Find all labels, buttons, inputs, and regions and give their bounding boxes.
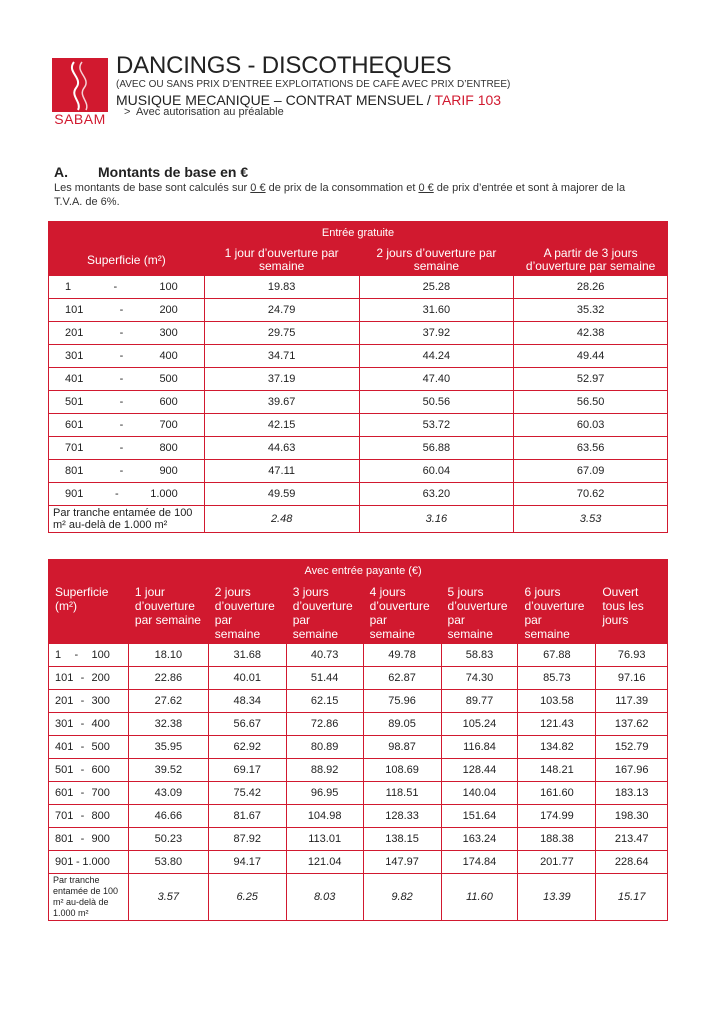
value-cell: 81.67 — [208, 805, 286, 828]
range — [53, 488, 200, 500]
table-row — [49, 759, 668, 782]
value-cell: 213.47 — [596, 828, 668, 851]
range — [53, 649, 124, 661]
range — [53, 695, 124, 707]
value-cell: 3.57 — [128, 874, 208, 921]
value-cell: 104.98 — [286, 805, 363, 828]
range — [53, 810, 124, 822]
header-blank — [128, 560, 208, 583]
table-row — [49, 805, 668, 828]
value-cell: 24.79 — [204, 299, 359, 322]
column-header: 1 jour d’ouverture par semaine — [128, 583, 208, 644]
value-cell: 118.51 — [363, 782, 441, 805]
range-cell — [49, 828, 129, 851]
column-header: 2 jours d’ouverture par semaine — [359, 245, 514, 276]
range — [53, 304, 200, 316]
range-to: 900 — [91, 833, 110, 845]
section-number: A. — [54, 164, 68, 180]
range-cell — [49, 851, 129, 874]
value-cell: 63.20 — [359, 483, 514, 506]
column-header: Superficie (m²) — [49, 583, 129, 644]
range — [53, 396, 200, 408]
value-cell: 47.11 — [204, 460, 359, 483]
value-cell: 72.86 — [286, 713, 363, 736]
range-dash: - — [74, 649, 79, 661]
range-to: 600 — [159, 396, 178, 408]
value-cell: 42.15 — [204, 414, 359, 437]
value-cell: 35.95 — [128, 736, 208, 759]
range-dash: - — [80, 672, 85, 684]
value-cell: 89.05 — [363, 713, 441, 736]
range-to: 800 — [91, 810, 110, 822]
column-header: 2 jours d’ouverture par semaine — [208, 583, 286, 644]
value-cell: 6.25 — [208, 874, 286, 921]
range — [53, 373, 200, 385]
value-cell: 44.24 — [359, 345, 514, 368]
column-header: 1 jour d’ouverture par semaine — [204, 245, 359, 276]
value-cell: 2.48 — [204, 506, 359, 533]
value-cell: 49.78 — [363, 644, 441, 667]
table-caption: Entrée gratuite — [49, 222, 668, 245]
value-cell: 63.56 — [514, 437, 668, 460]
range-dash: - — [119, 465, 124, 477]
table-row — [49, 345, 668, 368]
table-row — [49, 483, 668, 506]
range-dash: - — [80, 718, 85, 730]
value-cell: 28.26 — [514, 276, 668, 299]
range-from: 201 — [55, 695, 74, 707]
value-cell: 46.66 — [128, 805, 208, 828]
value-cell: 87.92 — [208, 828, 286, 851]
range-to: 300 — [91, 695, 110, 707]
value-cell: 74.30 — [441, 667, 518, 690]
intro-text: de prix de la consommation et — [265, 182, 419, 194]
value-cell: 174.84 — [441, 851, 518, 874]
page-title: DANCINGS - DISCOTHEQUES — [116, 52, 452, 79]
value-cell: 228.64 — [596, 851, 668, 874]
value-cell: 94.17 — [208, 851, 286, 874]
range-cell — [49, 782, 129, 805]
column-header: 3 jours d’ouverture par semaine — [286, 583, 363, 644]
arrow-icon: > — [124, 106, 131, 118]
value-cell: 39.52 — [128, 759, 208, 782]
range-to: 900 — [159, 465, 178, 477]
value-cell: 15.17 — [596, 874, 668, 921]
value-cell: 22.86 — [128, 667, 208, 690]
value-cell: 58.83 — [441, 644, 518, 667]
range-from: 101 — [65, 304, 84, 316]
range-to: 400 — [91, 718, 110, 730]
value-cell: 18.10 — [128, 644, 208, 667]
value-cell: 70.62 — [514, 483, 668, 506]
range — [53, 419, 200, 431]
separator: / — [423, 92, 435, 108]
value-cell: 183.13 — [596, 782, 668, 805]
value-cell: 53.80 — [128, 851, 208, 874]
range-dash: - — [119, 350, 124, 362]
extra-label: Par tranche entamée de 100 m² au-delà de 1.000 m² — [49, 506, 205, 533]
value-cell: 44.63 — [204, 437, 359, 460]
range-to: 800 — [159, 442, 178, 454]
table-row — [49, 690, 668, 713]
range-to: 200 — [91, 672, 110, 684]
value-cell: 163.24 — [441, 828, 518, 851]
intro-text: de prix d’entrée et sont à majorer de la T.V.A. de 6%. — [54, 182, 628, 208]
value-cell: 138.15 — [363, 828, 441, 851]
range-dash: - — [113, 281, 118, 293]
value-cell: 11.60 — [441, 874, 518, 921]
value-cell: 8.03 — [286, 874, 363, 921]
range-dash: - — [80, 764, 85, 776]
table-row — [49, 713, 668, 736]
range-dash: - — [119, 327, 124, 339]
value-cell: 80.89 — [286, 736, 363, 759]
range-from: 301 — [65, 350, 84, 362]
range-from: 1 — [65, 281, 72, 293]
table-row — [49, 460, 668, 483]
table-row — [49, 828, 668, 851]
intro-paragraph — [54, 181, 654, 209]
range-cell — [49, 345, 205, 368]
range-from: 701 — [65, 442, 84, 454]
range-dash: - — [80, 787, 85, 799]
range-cell — [49, 391, 205, 414]
range-from: 901 — [65, 488, 84, 500]
range — [53, 350, 200, 362]
value-cell: 137.62 — [596, 713, 668, 736]
range-to: 1.000 — [150, 488, 178, 500]
header-blank — [49, 560, 129, 583]
range-dash: - — [80, 833, 85, 845]
value-cell: 32.38 — [128, 713, 208, 736]
value-cell: 31.60 — [359, 299, 514, 322]
range-dash: - — [76, 856, 80, 868]
value-cell: 9.82 — [363, 874, 441, 921]
value-cell: 31.68 — [208, 644, 286, 667]
range-dash: - — [119, 304, 124, 316]
value-cell: 3.16 — [359, 506, 514, 533]
intro-amount-2: 0 € — [418, 182, 434, 194]
range — [53, 327, 200, 339]
header-blank — [596, 560, 668, 583]
range-cell — [49, 713, 129, 736]
range-from: 101 — [55, 672, 74, 684]
table-row — [49, 276, 668, 299]
range-dash: - — [80, 695, 85, 707]
header-blank — [518, 560, 596, 583]
value-cell: 50.23 — [128, 828, 208, 851]
column-header: Superficie (m²) — [49, 245, 205, 276]
value-cell: 19.83 — [204, 276, 359, 299]
value-cell: 98.87 — [363, 736, 441, 759]
note-text: Avec autorisation au préalable — [135, 106, 284, 118]
value-cell: 62.92 — [208, 736, 286, 759]
column-header: Ouvert tous les jours — [596, 583, 668, 644]
range-from: 501 — [55, 764, 74, 776]
value-cell: 48.34 — [208, 690, 286, 713]
extra-label: Par tranche entamée de 100 m² au-delà de 1.000 m² — [49, 874, 129, 921]
range-cell — [49, 690, 129, 713]
intro-text: Les montants de base sont calculés sur — [54, 182, 251, 194]
table-row — [49, 322, 668, 345]
range — [53, 787, 124, 799]
range-to: 700 — [159, 419, 178, 431]
value-cell: 37.19 — [204, 368, 359, 391]
section-heading — [54, 164, 248, 180]
range-dash: - — [119, 373, 124, 385]
value-cell: 167.96 — [596, 759, 668, 782]
table-row — [49, 782, 668, 805]
range-from: 801 — [65, 465, 84, 477]
contract-type: MUSIQUE MECANIQUE – CONTRAT MENSUEL — [116, 92, 424, 108]
table-row-extra — [49, 506, 668, 533]
column-header: A partir de 3 jours d’ouverture par semaine — [514, 245, 668, 276]
table-caption: Avec entrée payante (€) — [208, 560, 518, 583]
range-to: 100 — [159, 281, 178, 293]
value-cell: 96.95 — [286, 782, 363, 805]
range-to: 700 — [91, 787, 110, 799]
value-cell: 201.77 — [518, 851, 596, 874]
value-cell: 56.67 — [208, 713, 286, 736]
table-row-extra — [49, 874, 668, 921]
tarif-label: TARIF 103 — [434, 92, 502, 108]
table-row — [49, 437, 668, 460]
range-cell — [49, 644, 129, 667]
table-row — [49, 414, 668, 437]
range-cell — [49, 759, 129, 782]
value-cell: 89.77 — [441, 690, 518, 713]
range-cell — [49, 667, 129, 690]
value-cell: 198.30 — [596, 805, 668, 828]
value-cell: 140.04 — [441, 782, 518, 805]
range-from: 301 — [55, 718, 74, 730]
range — [53, 833, 124, 845]
value-cell: 97.16 — [596, 667, 668, 690]
section-title: Montants de base en € — [98, 164, 249, 180]
value-cell: 161.60 — [518, 782, 596, 805]
value-cell: 42.38 — [514, 322, 668, 345]
range-to: 100 — [91, 649, 110, 661]
range-dash: - — [119, 442, 124, 454]
value-cell: 51.44 — [286, 667, 363, 690]
column-header: 5 jours d’ouverture par semaine — [441, 583, 518, 644]
value-cell: 34.71 — [204, 345, 359, 368]
value-cell: 67.09 — [514, 460, 668, 483]
value-cell: 49.59 — [204, 483, 359, 506]
range-cell — [49, 368, 205, 391]
value-cell: 56.88 — [359, 437, 514, 460]
range — [53, 741, 124, 753]
value-cell: 13.39 — [518, 874, 596, 921]
value-cell: 37.92 — [359, 322, 514, 345]
range-from: 501 — [65, 396, 84, 408]
range-cell — [49, 460, 205, 483]
intro-amount-1: 0 € — [250, 182, 266, 194]
value-cell: 134.82 — [518, 736, 596, 759]
value-cell: 47.40 — [359, 368, 514, 391]
value-cell: 62.15 — [286, 690, 363, 713]
range — [53, 718, 124, 730]
range-cell — [49, 322, 205, 345]
range — [53, 764, 124, 776]
value-cell: 69.17 — [208, 759, 286, 782]
range-dash: - — [80, 741, 85, 753]
range-cell — [49, 805, 129, 828]
table-row — [49, 736, 668, 759]
table-row — [49, 391, 668, 414]
value-cell: 128.33 — [363, 805, 441, 828]
range-dash: - — [80, 810, 85, 822]
authorization-note — [124, 106, 284, 118]
value-cell: 53.72 — [359, 414, 514, 437]
value-cell: 43.09 — [128, 782, 208, 805]
value-cell: 35.32 — [514, 299, 668, 322]
value-cell: 50.56 — [359, 391, 514, 414]
value-cell: 25.28 — [359, 276, 514, 299]
value-cell: 152.79 — [596, 736, 668, 759]
range-from: 1 — [55, 649, 62, 661]
range-to: 600 — [91, 764, 110, 776]
range-dash: - — [119, 419, 124, 431]
range-from: 801 — [55, 833, 74, 845]
value-cell: 105.24 — [441, 713, 518, 736]
range-from: 601 — [55, 787, 74, 799]
value-cell: 148.21 — [518, 759, 596, 782]
value-cell: 62.87 — [363, 667, 441, 690]
range — [53, 672, 124, 684]
logo-text: SABAM — [54, 111, 106, 127]
value-cell: 121.04 — [286, 851, 363, 874]
value-cell: 75.42 — [208, 782, 286, 805]
value-cell: 49.44 — [514, 345, 668, 368]
value-cell: 103.58 — [518, 690, 596, 713]
column-header: 4 jours d’ouverture par semaine — [363, 583, 441, 644]
range-cell — [49, 276, 205, 299]
table-row — [49, 368, 668, 391]
value-cell: 151.64 — [441, 805, 518, 828]
range — [53, 465, 200, 477]
value-cell: 174.99 — [518, 805, 596, 828]
range-from: 401 — [65, 373, 84, 385]
range-to: 300 — [159, 327, 178, 339]
range-to: 200 — [159, 304, 178, 316]
range-from: 701 — [55, 810, 74, 822]
page-subtitle: (AVEC OU SANS PRIX D’ENTREE EXPLOITATIONS DE CAFE AVEC PRIX D’ENTREE) — [116, 79, 511, 90]
range-dash: - — [114, 488, 119, 500]
column-header: 6 jours d’ouverture par semaine — [518, 583, 596, 644]
free-entry-table — [48, 221, 668, 533]
range-from: 601 — [65, 419, 84, 431]
value-cell: 116.84 — [441, 736, 518, 759]
table-row — [49, 644, 668, 667]
table-row — [49, 851, 668, 874]
value-cell: 147.97 — [363, 851, 441, 874]
value-cell: 60.04 — [359, 460, 514, 483]
value-cell: 76.93 — [596, 644, 668, 667]
range — [53, 281, 200, 293]
range-to: 1.000 — [82, 856, 110, 868]
value-cell: 121.43 — [518, 713, 596, 736]
range-cell — [49, 736, 129, 759]
range-cell — [49, 414, 205, 437]
value-cell: 75.96 — [363, 690, 441, 713]
value-cell: 29.75 — [204, 322, 359, 345]
value-cell: 88.92 — [286, 759, 363, 782]
value-cell: 128.44 — [441, 759, 518, 782]
range-dash: - — [119, 396, 124, 408]
range-from: 901 — [55, 856, 74, 868]
value-cell: 52.97 — [514, 368, 668, 391]
range — [53, 856, 124, 868]
range-to: 400 — [159, 350, 178, 362]
value-cell: 27.62 — [128, 690, 208, 713]
value-cell: 117.39 — [596, 690, 668, 713]
range — [53, 442, 200, 454]
value-cell: 108.69 — [363, 759, 441, 782]
value-cell: 67.88 — [518, 644, 596, 667]
value-cell: 3.53 — [514, 506, 668, 533]
paid-entry-table — [48, 559, 668, 921]
range-from: 401 — [55, 741, 74, 753]
value-cell: 56.50 — [514, 391, 668, 414]
range-cell — [49, 437, 205, 460]
value-cell: 85.73 — [518, 667, 596, 690]
value-cell: 39.67 — [204, 391, 359, 414]
table-row — [49, 299, 668, 322]
range-cell — [49, 299, 205, 322]
range-from: 201 — [65, 327, 84, 339]
range-to: 500 — [159, 373, 178, 385]
value-cell: 40.01 — [208, 667, 286, 690]
range-to: 500 — [91, 741, 110, 753]
value-cell: 60.03 — [514, 414, 668, 437]
range-cell — [49, 483, 205, 506]
value-cell: 188.38 — [518, 828, 596, 851]
table-row — [49, 667, 668, 690]
value-cell: 113.01 — [286, 828, 363, 851]
value-cell: 40.73 — [286, 644, 363, 667]
